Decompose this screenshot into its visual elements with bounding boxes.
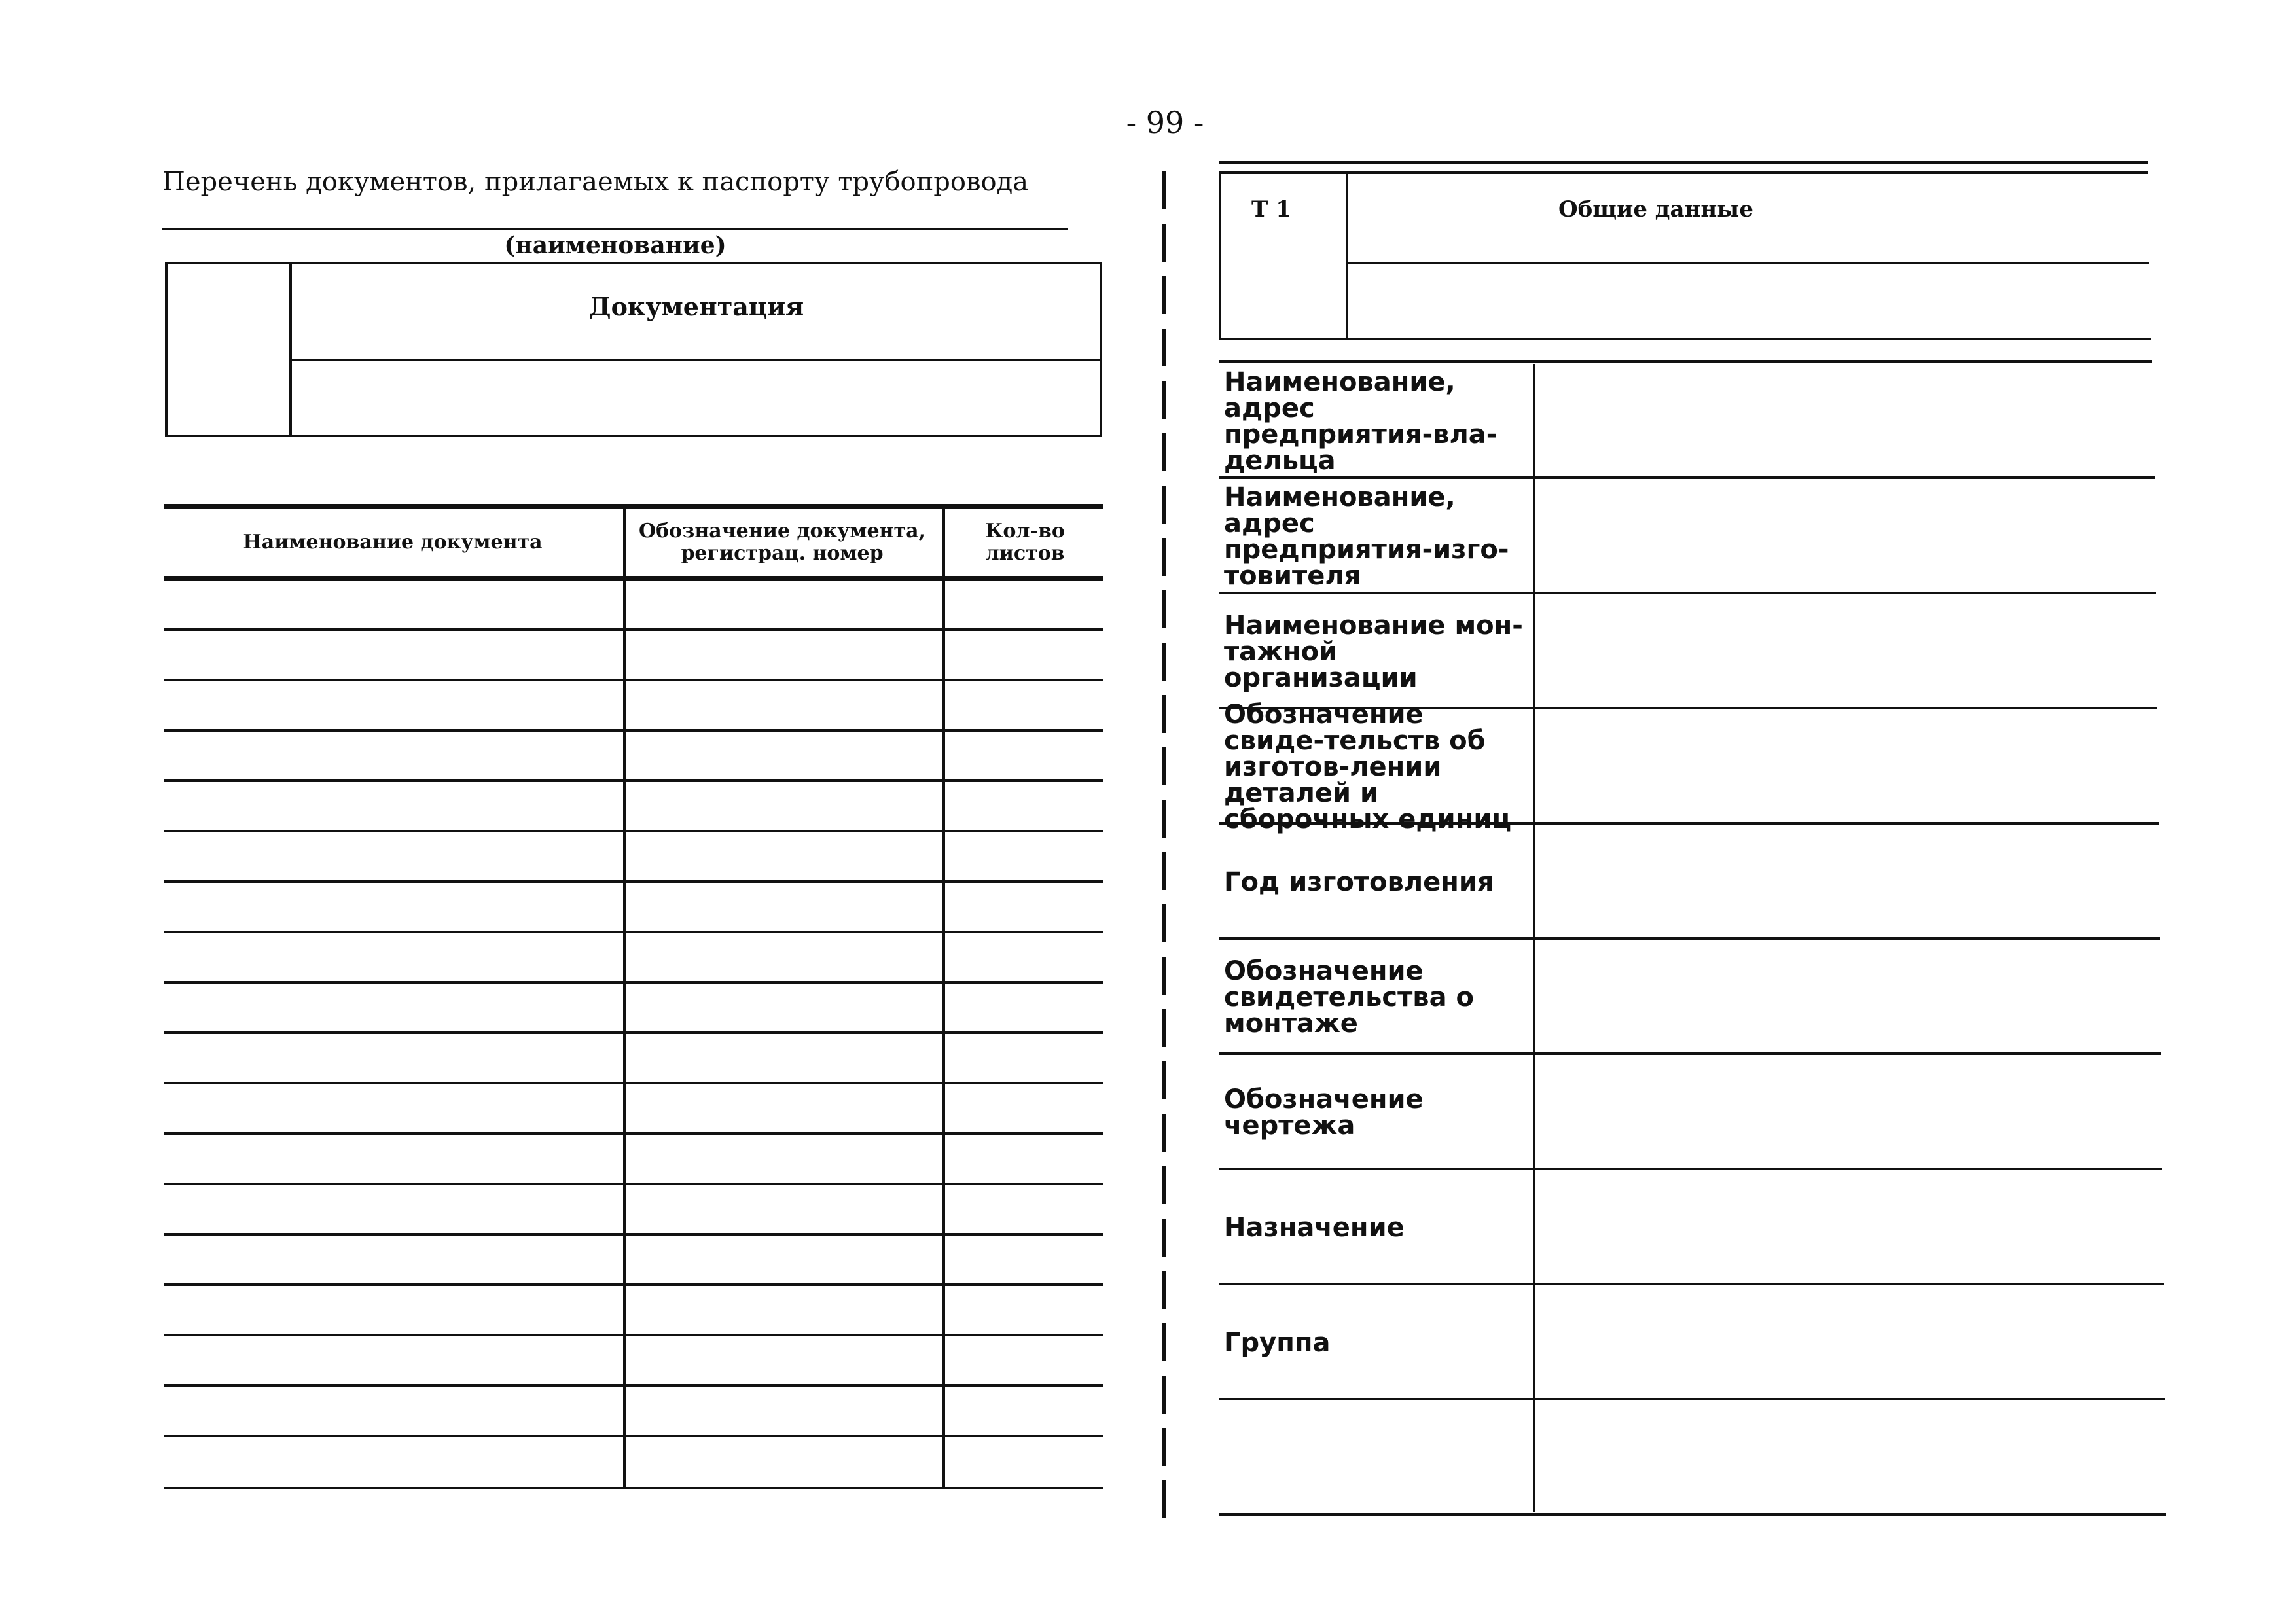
doc-table-row-line bbox=[164, 1183, 1103, 1185]
fold-dash bbox=[1162, 643, 1166, 681]
fold-dash bbox=[1162, 957, 1166, 995]
fold-dash bbox=[1162, 852, 1166, 890]
fold-dash bbox=[1162, 747, 1166, 785]
fold-dash bbox=[1162, 695, 1166, 733]
fold-dash bbox=[1162, 904, 1166, 942]
fold-dash bbox=[1162, 1166, 1166, 1204]
t1-box-left bbox=[1219, 173, 1221, 340]
fold-dash bbox=[1162, 1271, 1166, 1309]
fold-dash bbox=[1162, 1114, 1166, 1152]
documentation-box-midline bbox=[291, 359, 1102, 361]
fold-dash bbox=[1162, 276, 1166, 314]
doc-table-row-line bbox=[164, 1132, 1103, 1135]
left-page-title: Перечень документов, прилагаемых к паспорту трубопровода bbox=[162, 167, 1029, 197]
header-doc-name: Наименование документа bbox=[243, 530, 543, 554]
general-row-label: Назначение bbox=[1224, 1213, 1405, 1243]
t1-box-bottom bbox=[1219, 338, 2151, 340]
general-row-line bbox=[1219, 1513, 2166, 1516]
general-row-label: Наименование мон-тажной организации bbox=[1224, 611, 1523, 693]
fold-dash bbox=[1162, 1376, 1166, 1414]
doc-table-row-line bbox=[164, 981, 1103, 984]
fold-dash bbox=[1162, 1219, 1166, 1257]
fold-dash bbox=[1162, 171, 1166, 209]
right-top-rule bbox=[1219, 161, 2148, 164]
general-row-label: Наименование, адрес предприятия-изго-товителя bbox=[1224, 482, 1509, 591]
general-row-label: Год изготовления bbox=[1224, 867, 1494, 897]
doc-table-row-line bbox=[164, 830, 1103, 832]
general-row-label bbox=[1224, 1400, 1532, 1516]
t1-box-midline bbox=[1347, 262, 2149, 264]
fold-dash bbox=[1162, 538, 1166, 576]
section-title: Общие данные bbox=[1558, 196, 1753, 223]
doc-table-row-line bbox=[164, 931, 1103, 933]
fold-dash bbox=[1162, 486, 1166, 524]
fold-dash bbox=[1162, 1480, 1166, 1518]
page-number: - 99 - bbox=[1126, 105, 1204, 140]
fold-dash bbox=[1162, 433, 1166, 471]
fold-dash bbox=[1162, 329, 1166, 366]
doc-table-col-divider-1 bbox=[623, 505, 626, 1489]
general-row-label: Обозначение чертежа bbox=[1224, 1084, 1424, 1141]
general-row-label: Группа bbox=[1224, 1328, 1331, 1358]
doc-table-row-line bbox=[164, 1233, 1103, 1236]
section-code: Т 1 bbox=[1251, 196, 1291, 223]
doc-table-row-line bbox=[164, 1435, 1103, 1437]
name-underline bbox=[162, 228, 1068, 230]
documentation-label: Документация bbox=[588, 292, 804, 321]
name-caption: (наименование) bbox=[504, 232, 726, 259]
fold-dash bbox=[1162, 1323, 1166, 1361]
doc-table-col-divider-2 bbox=[942, 505, 945, 1489]
fold-dash bbox=[1162, 590, 1166, 628]
documentation-box-divider bbox=[289, 263, 292, 436]
fold-dash bbox=[1162, 224, 1166, 262]
doc-table-row-line bbox=[164, 779, 1103, 782]
fold-dash bbox=[1162, 800, 1166, 838]
documentation-box bbox=[165, 262, 1102, 437]
header-doc-designation: Обозначение документа, регистрац. номер bbox=[639, 519, 925, 565]
doc-table-row-line bbox=[164, 1031, 1103, 1034]
doc-table-row-line bbox=[164, 1283, 1103, 1286]
general-row-label: Наименование, адрес предприятия-вла-дельца bbox=[1224, 367, 1498, 476]
doc-table-top-rule bbox=[164, 504, 1103, 509]
doc-table-row-line bbox=[164, 880, 1103, 883]
fold-dash bbox=[1162, 1428, 1166, 1466]
fold-dash bbox=[1162, 381, 1166, 419]
doc-table-row-line bbox=[164, 729, 1103, 732]
general-row-label: Обозначение свиде-тельств об изготов-лении деталей и сборочных единиц bbox=[1224, 700, 1512, 834]
doc-table-bottom-rule bbox=[164, 1487, 1103, 1489]
doc-table-row-line bbox=[164, 679, 1103, 681]
general-table-top-rule bbox=[1219, 360, 2152, 363]
doc-table-row-line bbox=[164, 1384, 1103, 1387]
doc-table-row-line bbox=[164, 628, 1103, 631]
general-row-label: Обозначение свидетельства о монтаже bbox=[1224, 956, 1474, 1039]
fold-dash bbox=[1162, 1061, 1166, 1099]
header-sheet-count: Кол-во листов bbox=[985, 519, 1065, 565]
doc-table-row-line bbox=[164, 1082, 1103, 1084]
t1-box-top bbox=[1219, 171, 2148, 174]
fold-dash bbox=[1162, 1009, 1166, 1047]
doc-table-row-line bbox=[164, 1334, 1103, 1336]
doc-table-header-rule bbox=[164, 576, 1103, 581]
